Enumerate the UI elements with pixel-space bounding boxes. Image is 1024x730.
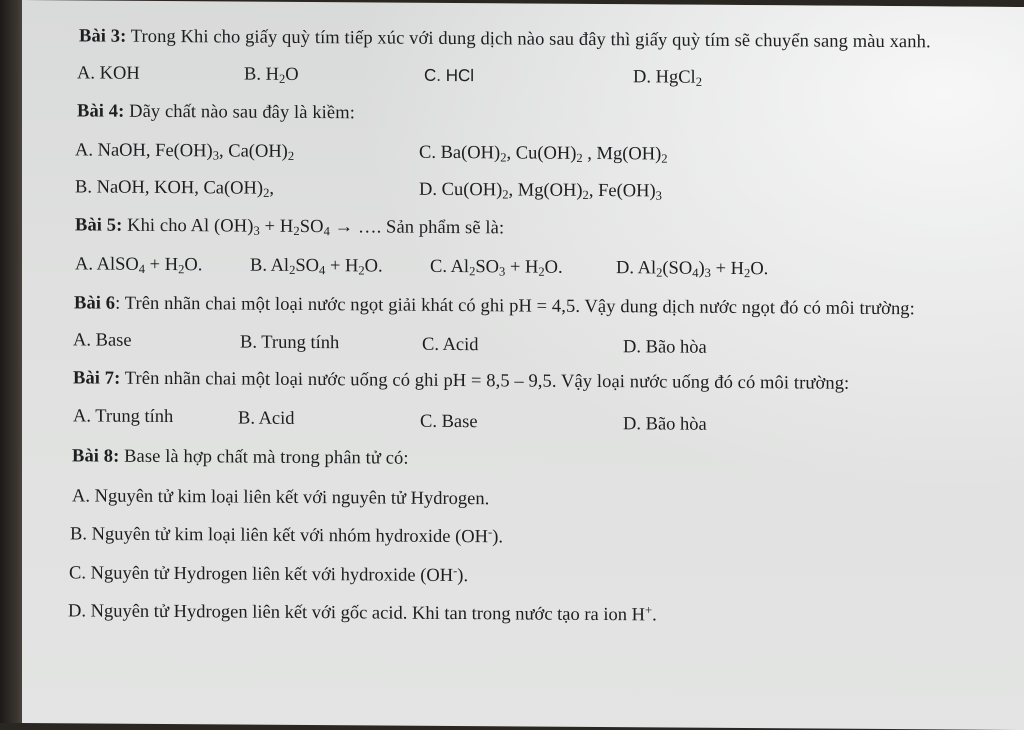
question-5-option-b: B. $Al_2SO_4 + H_2O$.	[250, 255, 383, 278]
question-4-text: Dãy chất nào sau đây là kiềm:	[129, 101, 355, 124]
worksheet-paper	[22, 0, 1024, 730]
question-6-option-c: C. Acid	[422, 334, 479, 356]
question-6-option-d: D. Bão hòa	[623, 337, 707, 358]
question-7	[73, 368, 849, 394]
question-7-option-c: C. Base	[420, 411, 478, 433]
question-5-text: Khi cho Al $(OH)_3 + H_2SO_4$ → …. Sản phẩm sẽ là:	[127, 215, 505, 239]
question-5-number: Bài 5:	[75, 215, 123, 236]
question-4-option-a: A. NaOH, $Fe(OH)_3$, $Ca(OH)_2$	[75, 140, 295, 164]
question-8-text: Base là hợp chất mà trong phân tử có:	[124, 446, 409, 469]
question-6-option-a: A. Base	[73, 330, 132, 351]
question-3-number: Bài 3:	[79, 26, 127, 47]
question-3	[79, 26, 931, 53]
question-5-option-d: D. $Al_2(SO_4)_3 + H_2O$.	[616, 258, 769, 281]
question-6-number: Bài 6	[74, 293, 116, 314]
question-7-option-d: D. Bão hòa	[623, 414, 707, 435]
question-5-option-a: A. AlSO$_4$ + $H_2O$.	[75, 254, 203, 277]
question-7-option-b: B. Acid	[238, 408, 295, 429]
question-3-option-a: A. KOH	[77, 63, 140, 84]
question-4-number: Bài 4:	[77, 101, 125, 122]
question-6	[74, 293, 915, 320]
question-6-text: : Trên nhãn chai một loại nước ngọt giải khát có ghi pH = 4,5. Vậy dung dịch nước ngọt đó có môi trường:	[115, 293, 915, 320]
question-5-option-c: C. $Al_2SO_3 + H_2O$.	[430, 256, 563, 279]
question-3-option-c: C. HCl	[424, 65, 475, 86]
question-8-option-b: B. Nguyên tử kim loại liên kết với nhóm hydroxide (OH-).	[70, 524, 504, 548]
question-4	[77, 101, 355, 124]
question-3-option-d: D. HgCl$_2$	[633, 67, 702, 89]
question-3-option-b: B. $H_2O$	[244, 64, 299, 86]
question-8-option-a: A. Nguyên tử kim loại liên kết với nguyên tử Hydrogen.	[72, 486, 490, 510]
question-7-option-a: A. Trung tính	[73, 406, 174, 428]
question-4-option-b: B. NaOH, KOH, $Ca(OH)_2$,	[75, 177, 274, 200]
question-8-option-d: D. Nguyên tử Hydrogen liên kết với gốc acid. Khi tan trong nước tạo ra ion H+.	[68, 601, 657, 626]
question-4-option-d: D. $Cu(OH)_2$, $Mg(OH)_2$, $Fe(OH)_3$	[419, 179, 662, 203]
question-8-number: Bài 8:	[72, 446, 120, 467]
question-8	[72, 446, 409, 469]
question-3-text: Trong Khi cho giấy quỳ tím tiếp xúc với dung dịch nào sau đây thì giấy quỳ tím sẽ chuyển sang màu xanh.	[130, 26, 931, 53]
question-4-option-c: C. $Ba(OH)_2$, $Cu(OH)_2$ , $Mg(OH)_2$	[419, 142, 668, 166]
question-6-option-b: B. Trung tính	[240, 332, 340, 354]
question-7-number: Bài 7:	[73, 368, 121, 389]
question-5	[75, 215, 504, 239]
question-8-option-c: C. Nguyên tử Hydrogen liên kết với hydroxide (OH-).	[69, 563, 469, 587]
question-7-text: Trên nhãn chai một loại nước uống có ghi pH = 8,5 – 9,5. Vậy loại nước uống đó có môi trường:	[124, 368, 850, 394]
